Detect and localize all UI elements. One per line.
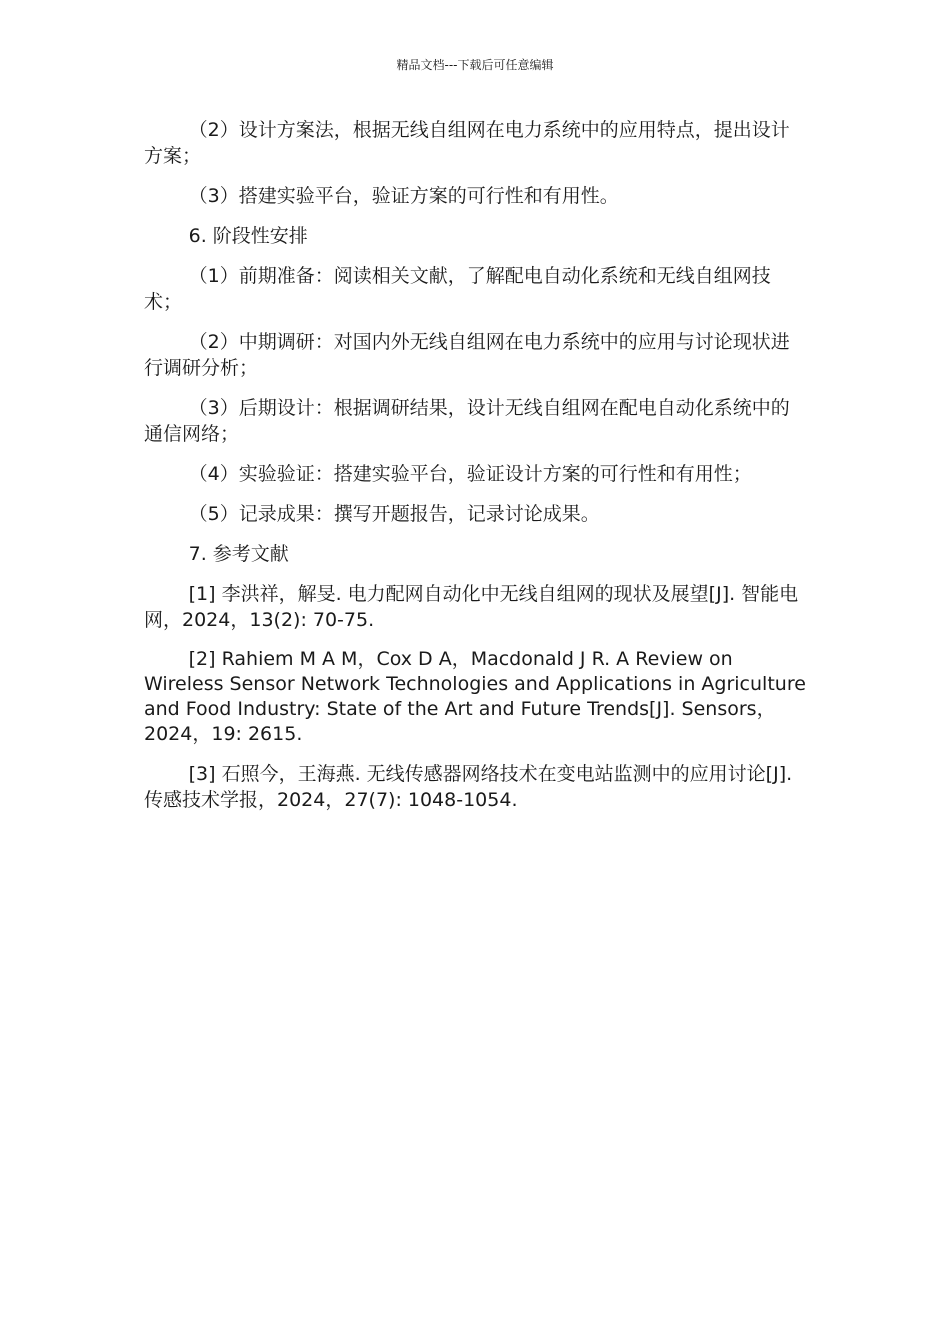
schedule-item-4: （4）实验验证：搭建实验平台，验证设计方案的可行性和有用性； <box>188 463 752 485</box>
reference-3: [3] 石照今，王海燕. 无线传感器网络技术在变电站监测中的应用讨论[J]. 传感技术学报，2024，27(7): 1048-1054. <box>144 763 793 811</box>
document-body <box>144 117 806 827</box>
page-header: 精品文档---下载后可任意编辑 <box>396 58 554 72</box>
schedule-item-3: （3）后期设计：根据调研结果，设计无线自组网在配电自动化系统中的通信网络； <box>144 397 790 445</box>
schedule-item-5: （5）记录成果：撰写开题报告，记录讨论成果。 <box>188 503 600 525</box>
method-item-2: （2）设计方案法，根据无线自组网在电力系统中的应用特点，提出设计方案； <box>144 119 790 167</box>
schedule-item-2: （2）中期调研：对国内外无线自组网在电力系统中的应用与讨论现状进行调研分析； <box>144 331 790 379</box>
reference-2: [2] Rahiem M A M，Cox D A，Macdonald J R. A Review on Wireless Sensor Network Technologies and Applications in Agriculture and Food Industry: State of the Art and Future Trends[J]. Sensors，2024，19: 2615. <box>144 648 806 745</box>
reference-1: [1] 李洪祥，解旻. 电力配网自动化中无线自组网的现状及展望[J]. 智能电网，2024，13(2): 70-75. <box>144 583 799 631</box>
section-heading-schedule: 6. 阶段性安排 <box>188 225 308 247</box>
section-heading-references: 7. 参考文献 <box>188 543 289 565</box>
schedule-item-1: （1）前期准备：阅读相关文献，了解配电自动化系统和无线自组网技术； <box>144 265 771 313</box>
method-item-3: （3）搭建实验平台，验证方案的可行性和有用性。 <box>188 185 619 207</box>
